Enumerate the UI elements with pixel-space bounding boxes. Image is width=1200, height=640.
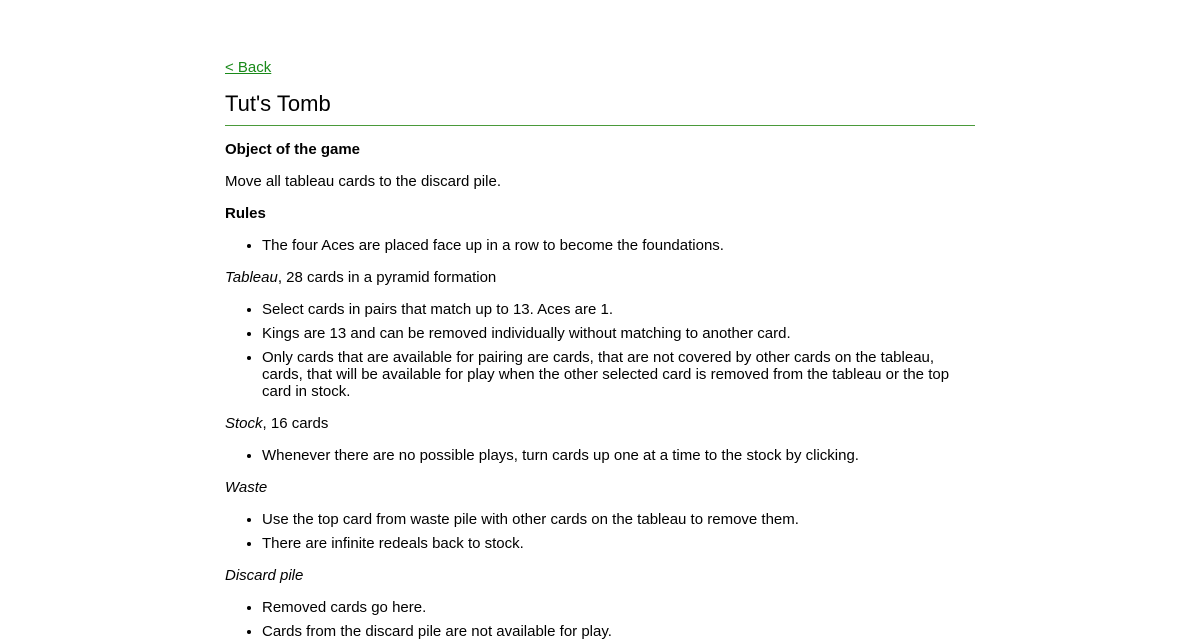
list-item: • Select cards in pairs that match up to 13. Aces are 1. [262, 301, 975, 318]
back-link[interactable]: < Back [225, 59, 272, 76]
object-text: Move all tableau cards to the discard pile. [225, 173, 501, 190]
waste-list [225, 511, 975, 552]
tableau-name: Tableau [225, 269, 278, 286]
list-item: • Cards from the discard pile are not available for play. [262, 623, 975, 640]
list-item: • There are infinite redeals back to stock. [262, 535, 975, 552]
stock-detail: , 16 cards [262, 415, 329, 432]
rules-heading: Rules [225, 205, 266, 222]
list-item: • Removed cards go here. [262, 599, 975, 616]
tableau-detail: , 28 cards in a pyramid formation [277, 269, 497, 286]
rules-content [225, 141, 975, 640]
list-item: • Whenever there are no possible plays, turn cards up one at a time to the stock by clicking. [262, 447, 975, 464]
list-item: • Kings are 13 and can be removed individually without matching to another card. [262, 325, 975, 342]
list-item: • Only cards that are available for pairing are cards, that are not covered by other cards on the tableau, cards, that will be available for play when the other selected card is removed from the tableau or the top card in stock. [262, 349, 975, 400]
discard-name: Discard pile [225, 567, 304, 584]
list-item: • The four Aces are placed face up in a row to become the foundations. [262, 237, 975, 254]
page-title: Tut's Tomb [225, 91, 331, 116]
discard-list [225, 599, 975, 640]
list-item: • Use the top card from waste pile with other cards on the tableau to remove them. [262, 511, 975, 528]
object-heading: Object of the game [225, 141, 361, 158]
tableau-heading [225, 269, 975, 286]
title-divider [225, 125, 975, 126]
waste-heading [225, 479, 975, 496]
stock-name: Stock [225, 415, 263, 432]
discard-heading [225, 567, 975, 584]
stock-list [225, 447, 975, 464]
tableau-list [225, 301, 975, 400]
waste-name: Waste [225, 479, 268, 496]
rules-list [225, 237, 975, 254]
stock-heading [225, 415, 975, 432]
